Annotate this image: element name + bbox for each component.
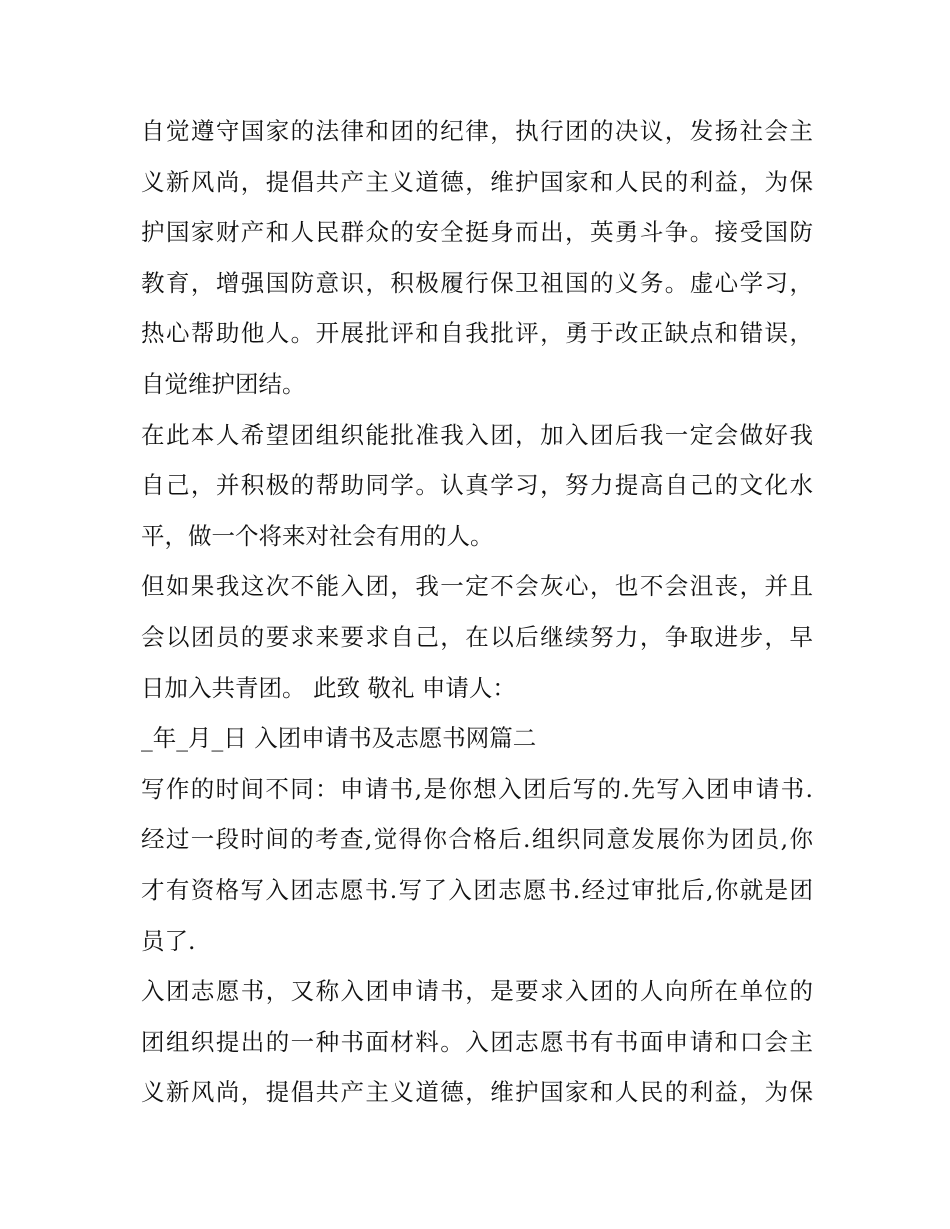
text-line-13: _年_月_日 入团申请书及志愿书网篇二 — [141, 724, 537, 753]
text-line-8: 自己，并积极的帮助同学。认真学习，努力提高自己的文化水 — [141, 471, 813, 500]
document-body — [141, 106, 813, 1118]
text-line-2: 义新风尚，提倡共产主义道德，维护国家和人民的利益，为保 — [141, 167, 813, 196]
text-line-12: 日加入共青团。 此致 敬礼 申请人： — [141, 673, 516, 702]
text-line-7: 在此本人希望团组织能批准我入团，加入团后我一定会做好我 — [141, 420, 813, 449]
text-line-1: 自觉遵守国家的法律和团的纪律，执行团的决议，发扬社会主 — [141, 117, 813, 145]
text-line-10: 但如果我这次不能入团，我一定不会灰心，也不会沮丧，并且 — [141, 572, 813, 601]
text-line-17: 员了. — [141, 926, 196, 955]
text-line-3: 护国家财产和人民群众的安全挺身而出，英勇斗争。接受国防 — [141, 218, 813, 247]
text-line-9: 平，做一个将来对社会有用的人。 — [141, 521, 494, 550]
text-line-4: 教育，增强国防意识，积极履行保卫祖国的义务。虚心学习， — [141, 268, 813, 297]
text-line-19: 团组织提出的一种书面材料。入团志愿书有书面申请和口会主 — [141, 1027, 813, 1056]
text-line-15: 经过一段时间的考查,觉得你合格后.组织同意发展你为团员,你 — [141, 825, 813, 854]
text-line-16: 才有资格写入团志愿书.写了入团志愿书.经过审批后,你就是团 — [141, 875, 813, 904]
text-line-14: 写作的时间不同：申请书,是你想入团后写的.先写入团申请书. — [141, 774, 813, 803]
text-line-18: 入团志愿书，又称入团申请书，是要求入团的人向所在单位的 — [141, 977, 813, 1006]
text-line-6: 自觉维护团结。 — [141, 369, 306, 398]
text-line-11: 会以团员的要求来要求自己，在以后继续努力，争取进步，早 — [141, 622, 813, 651]
text-line-5: 热心帮助他人。开展批评和自我批评，勇于改正缺点和错误， — [141, 319, 813, 348]
text-line-20: 义新风尚，提倡共产主义道德，维护国家和人民的利益，为保 — [141, 1078, 813, 1107]
